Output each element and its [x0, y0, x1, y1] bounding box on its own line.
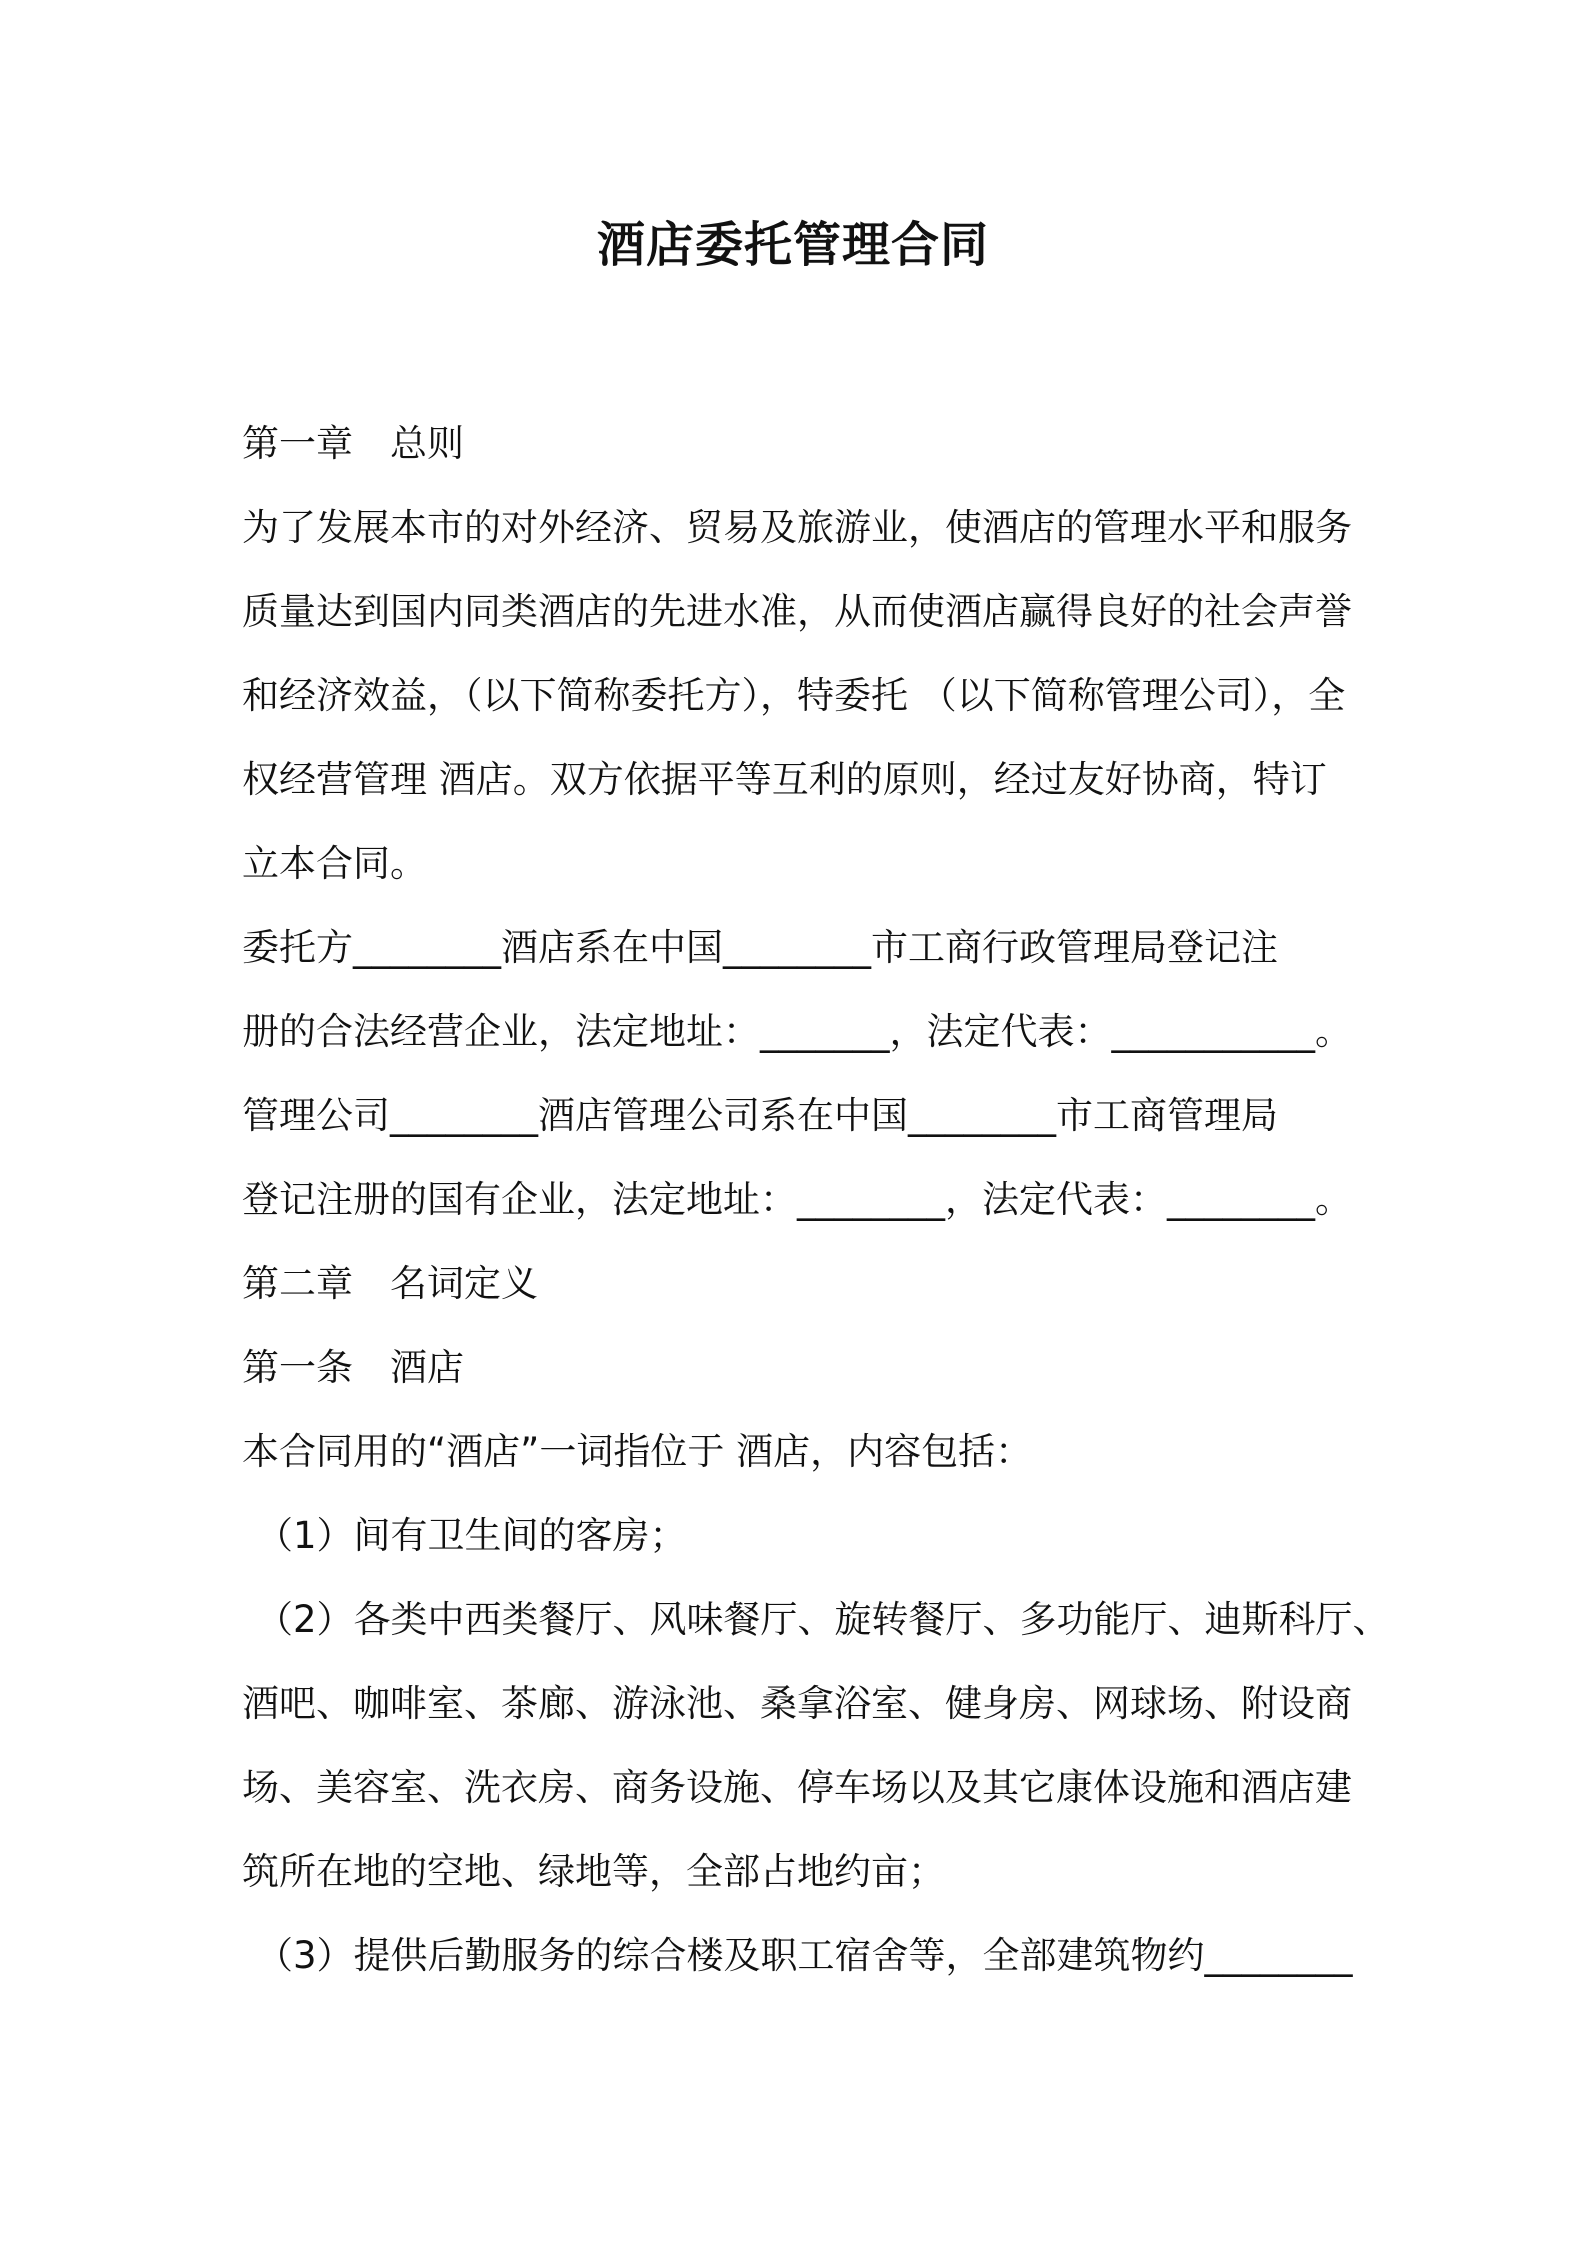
paragraph-line: 权经营管理 酒店。双方依据平等互利的原则，经过友好协商，特订 — [242, 758, 1327, 801]
article-heading: 第一条 酒店 — [242, 1346, 464, 1389]
paragraph-line: 为了发展本市的对外经济、贸易及旅游业，使酒店的管理水平和服务 — [242, 506, 1352, 549]
chapter-heading: 第一章 总则 — [242, 422, 464, 465]
paragraph-line: 登记注册的国有企业，法定地址：________，法定代表：________。 — [242, 1178, 1352, 1221]
list-item: （3）提供后勤服务的综合楼及职工宿舍等，全部建筑物约________ — [256, 1934, 1353, 1977]
paragraph-line: 筑所在地的空地、绿地等，全部占地约亩； — [242, 1850, 945, 1893]
paragraph-line: 本合同用的“酒店”一词指位于 酒店，内容包括： — [242, 1430, 1033, 1473]
document-title: 酒店委托管理合同 — [596, 217, 989, 273]
paragraph-line: 管理公司________酒店管理公司系在中国________市工商管理局 — [242, 1094, 1278, 1137]
paragraph-line: 场、美容室、洗衣房、商务设施、停车场以及其它康体设施和酒店建 — [242, 1766, 1352, 1809]
list-item: （2）各类中西类餐厅、风味餐厅、旋转餐厅、多功能厅、迪斯科厅、 — [256, 1598, 1390, 1641]
list-item: （1）间有卫生间的客房； — [256, 1514, 687, 1557]
paragraph-line: 册的合法经营企业，法定地址：_______，法定代表：___________。 — [242, 1010, 1352, 1053]
paragraph-line: 质量达到国内同类酒店的先进水准，从而使酒店赢得良好的社会声誉 — [242, 590, 1352, 633]
paragraph-line: 委托方________酒店系在中国________市工商行政管理局登记注 — [242, 926, 1278, 969]
document-body — [242, 402, 1390, 1998]
paragraph-line: 和经济效益，（以下简称委托方），特委托 （以下简称管理公司），全 — [242, 674, 1346, 717]
chapter-heading: 第二章 名词定义 — [242, 1262, 538, 1305]
paragraph-line: 立本合同。 — [242, 842, 427, 885]
paragraph-line: 酒吧、咖啡室、茶廊、游泳池、桑拿浴室、健身房、网球场、附设商 — [242, 1682, 1352, 1725]
